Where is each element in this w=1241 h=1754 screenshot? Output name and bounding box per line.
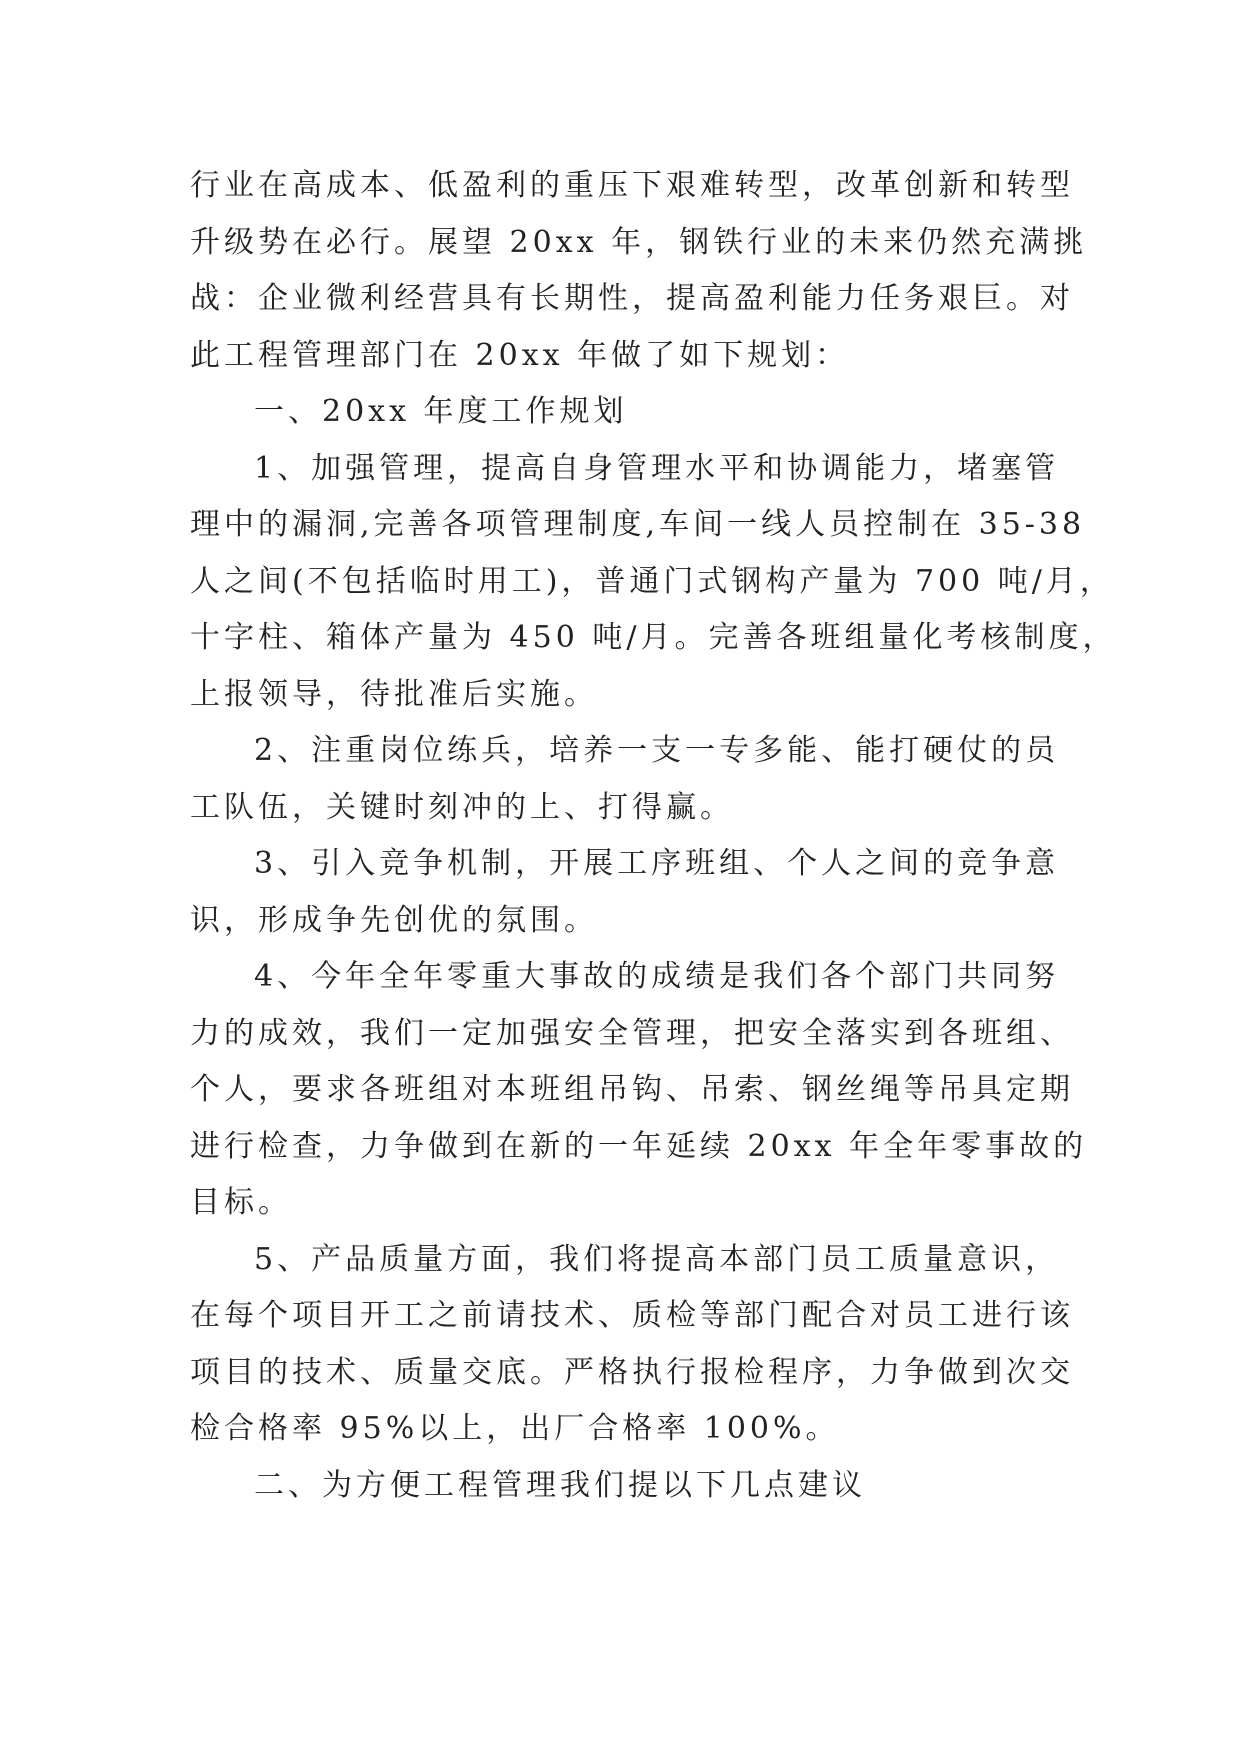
- text-line: 战：企业微利经营具有长期性，提高盈利能力任务艰巨。对: [190, 281, 1074, 316]
- document-page: [190, 158, 1117, 1514]
- paragraph-item-4: [190, 949, 1088, 1232]
- paragraph-item-1: [190, 441, 1117, 724]
- text-line: 2、注重岗位练兵，培养一支一专多能、能打硬仗的员: [254, 733, 1060, 768]
- text-line: 一、20xx 年度工作规划: [254, 394, 628, 429]
- text-line: 行业在高成本、低盈利的重压下艰难转型，改革创新和转型: [190, 168, 1074, 203]
- paragraph-item-3: [190, 836, 1070, 949]
- text-line: 在每个项目开工之前请技术、质检等部门配合对员工进行该: [190, 1298, 1074, 1333]
- text-line: 识，形成争先创优的氛围。: [190, 902, 598, 938]
- section-heading-2: [190, 1458, 1070, 1515]
- text-line: 工队伍，关键时刻冲的上、打得赢。: [190, 789, 734, 825]
- text-line: 检合格率 95%以上，出厂合格率 100%。: [190, 1411, 840, 1446]
- text-line: 5、产品质量方面，我们将提高本部门员工质量意识，: [254, 1241, 1060, 1277]
- paragraph-item-2: [190, 723, 1070, 836]
- text-line: 二、为方便工程管理我们提以下几点建议: [254, 1467, 866, 1503]
- text-line: 4、今年全年零重大事故的成绩是我们各个部门共同努: [254, 959, 1060, 994]
- text-line: 个人，要求各班组对本班组吊钩、吊索、钢丝绳等吊具定期: [190, 1072, 1074, 1107]
- text-line: 项目的技术、质量交底。严格执行报检程序，力争做到次交: [190, 1354, 1074, 1390]
- text-line: 升级势在必行。展望 20xx 年，钢铁行业的未来仍然充满挑: [190, 224, 1088, 260]
- text-line: 人之间(不包括临时用工)，普通门式钢构产量为 700 吨/月，: [190, 563, 1114, 599]
- section-heading-1: [190, 384, 1070, 441]
- text-line: 此工程管理部门在 20xx 年做了如下规划：: [190, 337, 850, 373]
- text-line: 目标。: [190, 1185, 292, 1220]
- paragraph-intro: [190, 158, 1088, 384]
- text-line: 十字柱、箱体产量为 450 吨/月。完善各班组量化考核制度，: [190, 620, 1117, 655]
- text-line: 上报领导，待批准后实施。: [190, 676, 598, 712]
- text-line: 3、引入竞争机制，开展工序班组、个人之间的竞争意: [254, 846, 1060, 881]
- text-line: 进行检查，力争做到在新的一年延续 20xx 年全年零事故的: [190, 1128, 1088, 1164]
- text-line: 理中的漏洞,完善各项管理制度,车间一线人员控制在 35-38: [190, 507, 1086, 542]
- text-line: 1、加强管理，提高自身管理水平和协调能力，堵塞管: [254, 450, 1060, 486]
- text-line: 力的成效，我们一定加强安全管理，把安全落实到各班组、: [190, 1015, 1074, 1051]
- paragraph-item-5: [190, 1232, 1074, 1458]
